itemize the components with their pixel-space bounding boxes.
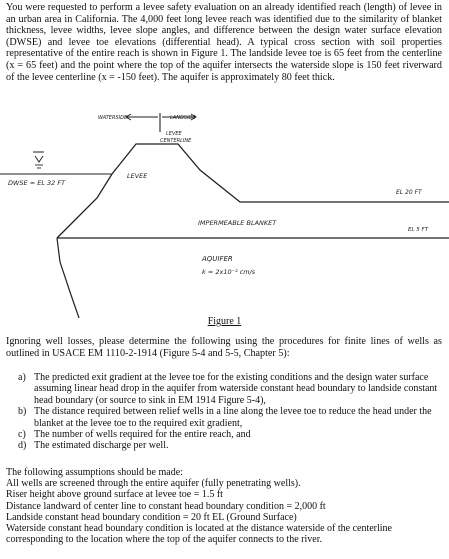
- task-text: The distance required between relief wells in a line along the levee toe to reduce the head under the blanket at the levee toe to the required exit gradient,: [34, 406, 432, 429]
- hydraulic-conductivity-label: k = 2x10⁻² cm/s: [202, 268, 256, 276]
- assumption-line: corresponding to the location where the top of the aquifer connects to the river.: [6, 534, 323, 546]
- assumption-line: Landside constant head boundary condition = 20 ft EL (Ground Surface): [6, 511, 297, 523]
- task-text: The number of wells required for the entire reach, and: [34, 429, 251, 441]
- task-text: The predicted exit gradient at the levee toe for the existing conditions and the design water surface assuming linear head drop in the aquifer from waterside constant head boundary to landside constant head boundary (or source to sink in EM 1914 Figure 5-4),: [34, 372, 438, 406]
- task-item-d: [18, 440, 442, 451]
- waterside-label: WATERSIDE: [98, 115, 128, 121]
- figure-1-cross-section: [0, 110, 449, 322]
- blanket-elevation-label: EL 5 FT: [408, 227, 429, 233]
- task-marker: c): [18, 429, 26, 441]
- assumption-line: Distance landward of center line to constant head boundary condition = 2,000 ft: [6, 500, 326, 512]
- instructions-paragraph: Ignoring well losses, please determine the following using the procedures for finite lines of wells as outlined in USACE EM 1110-2-1914 (Figure 5-4 and 5-5, Chapter 5):: [6, 336, 442, 359]
- figure-caption: Figure 1: [207, 316, 242, 327]
- assumptions-section: [6, 467, 442, 545]
- task-marker: a): [18, 372, 26, 383]
- centerline-label-2: CENTERLINE: [160, 138, 192, 144]
- assumption-line: Riser height above ground surface at levee toe = 1.5 ft: [6, 489, 223, 501]
- task-text: The estimated discharge per well.: [34, 440, 169, 452]
- assumption-line: All wells are screened through the entire aquifer (fully penetrating wells).: [6, 478, 301, 490]
- aquifer-waterside-boundary: [57, 238, 79, 318]
- task-list: [18, 372, 442, 452]
- ground-elevation-label: EL 20 FT: [396, 189, 422, 196]
- centerline-label-1: LEVEE: [166, 131, 182, 137]
- aquifer-label: AQUIFER: [202, 255, 233, 263]
- intro-paragraph: You were requested to perform a levee safety evaluation on an already identified reach (length) of levee in an urban area in California. The 4,000 feet long levee reach was identified due to the similarity of blanket thickness, levee widths, levee slope angles, and difference between the design water surface elevation (DWSE) and levee toe elevations (differential head). A typical cross section with soil properties representative of the entire reach is shown in Figure 1. The landside levee toe is 65 feet from the centerline (x = 65 feet) and the point where the top of the aquifer intersects the waterside slope is 150 feet riverward of the levee centerline (x = -150 feet). The aquifer is approximately 80 feet thick.: [6, 2, 442, 83]
- task-item-c: [18, 429, 442, 440]
- levee-label: LEVEE: [127, 172, 148, 180]
- task-marker: b): [18, 406, 27, 418]
- blanket-label: IMPERMEABLE BLANKET: [198, 219, 277, 227]
- task-marker: d): [18, 440, 27, 452]
- task-item-a: [18, 372, 442, 406]
- water-surface-symbol-triangle: [35, 156, 43, 162]
- dwse-label: DWSE = EL 32 FT: [8, 179, 66, 187]
- assumption-line: Waterside constant head boundary condition is located at the distance waterside of the centerline: [6, 523, 392, 535]
- landside-label: LANDSIDE: [170, 115, 196, 121]
- assumptions-title: The following assumptions should be made:: [6, 467, 183, 478]
- task-item-b: [18, 406, 442, 429]
